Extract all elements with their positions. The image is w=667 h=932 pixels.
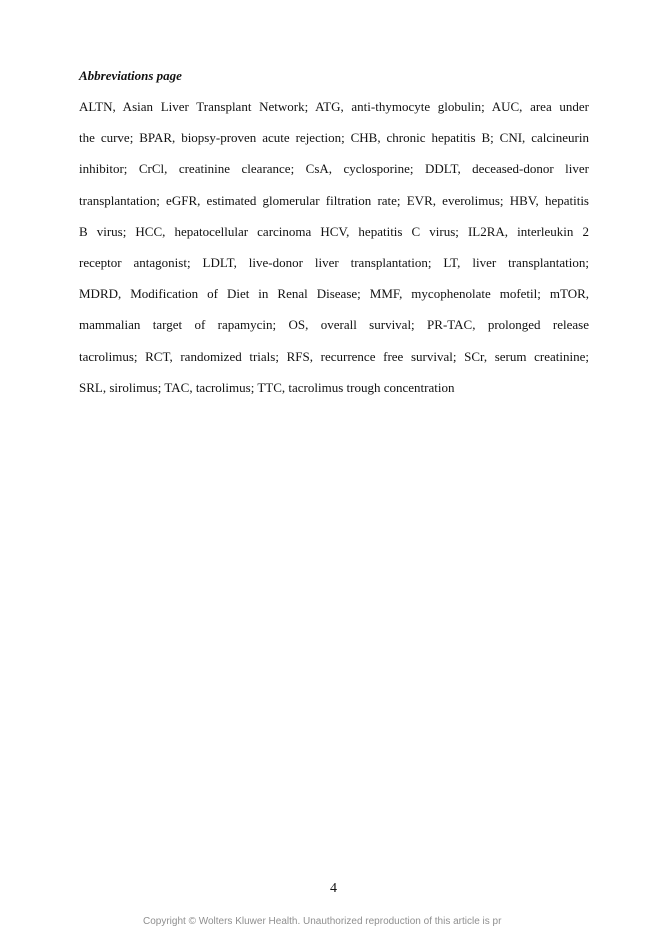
- paragraph-line: the curve; BPAR, biopsy-proven acute rejection; CHB, chronic hepatitis B; CNI, calcineurin: [79, 130, 589, 146]
- paragraph-line: SRL, sirolimus; TAC, tacrolimus; TTC, tacrolimus trough concentration: [79, 379, 455, 395]
- paragraph-line: ALTN, Asian Liver Transplant Network; ATG, anti-thymocyte globulin; AUC, area under: [79, 99, 589, 114]
- paragraph-line: B virus; HCC, hepatocellular carcinoma HCV, hepatitis C virus; IL2RA, interleukin 2: [79, 223, 589, 239]
- paragraph-line: mammalian target of rapamycin; OS, overall survival; PR-TAC, prolonged release: [79, 317, 589, 333]
- page-number: 4: [330, 881, 337, 896]
- abbreviations-heading: Abbreviations page: [79, 68, 182, 83]
- paragraph-line: inhibitor; CrCl, creatinine clearance; CsA, cyclosporine; DDLT, deceased-donor liver: [79, 161, 589, 177]
- paragraph-line: receptor antagonist; LDLT, live-donor liver transplantation; LT, liver transplantation;: [79, 254, 589, 270]
- paragraph-line: transplantation; eGFR, estimated glomerular filtration rate; EVR, everolimus; HBV, hepatitis: [79, 192, 589, 208]
- paragraph-line: tacrolimus; RCT, randomized trials; RFS, recurrence free survival; SCr, serum creatinine;: [79, 348, 589, 364]
- paragraph-line: MDRD, Modification of Diet in Renal Disease; MMF, mycophenolate mofetil; mTOR,: [79, 286, 589, 302]
- copyright-notice: Copyright © Wolters Kluwer Health. Unauthorized reproduction of this article is pr: [143, 916, 502, 927]
- abbreviations-paragraph: [79, 96, 589, 408]
